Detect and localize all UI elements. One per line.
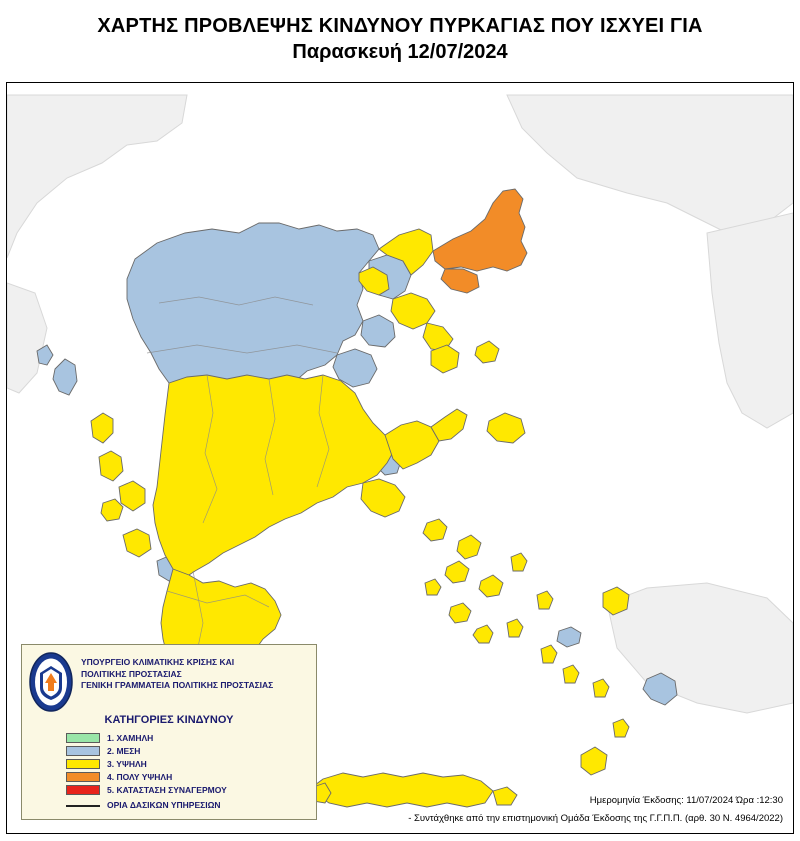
legend-items	[22, 731, 316, 812]
legend-label-medium: 2. ΜΕΣΗ	[107, 745, 141, 756]
legend-swatch-very-high	[66, 772, 100, 782]
legend-label-boundaries: ΟΡΙΑ ΔΑΣΙΚΩΝ ΥΠΗΡΕΣΙΩΝ	[107, 800, 221, 810]
legend-title: ΚΑΤΗΓΟΡΙΕΣ ΚΙΝΔΥΝΟΥ	[104, 714, 234, 726]
title-line-1: ΧΑΡΤΗΣ ΠΡΟΒΛΕΨΗΣ ΚΙΝΔΥΝΟΥ ΠΥΡΚΑΓΙΑΣ ΠΟΥ ΙΣΧΥΕΙ ΓΙΑ	[97, 15, 703, 37]
legend-item-alarm	[66, 783, 316, 796]
agency-line-2: ΠΟΛΙΤΙΚΗΣ ΠΡΟΣΤΑΣΙΑΣ	[81, 668, 182, 679]
map-frame	[6, 82, 794, 834]
page-title	[0, 0, 800, 65]
legend-label-low: 1. ΧΑΜΗΛΗ	[107, 732, 154, 743]
scientific-team-note: - Συντάχθηκε από την επιστημονική Ομάδα Έκδοσης της Γ.Γ.Π.Π. (αρθ. 30 Ν. 4964/2022)	[408, 813, 783, 824]
agency-line-3: ΓΕΝΙΚΗ ΓΡΑΜΜΑΤΕΙΑ ΠΟΛΙΤΙΚΗΣ ΠΡΟΣΤΑΣΙΑΣ	[81, 680, 274, 690]
legend-box	[21, 644, 317, 820]
legend-label-high: 3. ΥΨΗΛΗ	[107, 758, 147, 769]
legend-swatch-alarm	[66, 785, 100, 795]
legend-item-high	[66, 757, 316, 770]
legend-item-low	[66, 731, 316, 744]
legend-item-medium	[66, 744, 316, 757]
legend-swatch-low	[66, 733, 100, 743]
civil-protection-emblem-icon	[28, 652, 74, 712]
legend-label-alarm: 5. ΚΑΤΑΣΤΑΣΗ ΣΥΝΑΓΕΡΜΟΥ	[107, 784, 227, 795]
legend-header	[22, 645, 316, 712]
agency-line-1: ΥΠΟΥΡΓΕΙΟ ΚΛΙΜΑΤΙΚΗΣ ΚΡΙΣΗΣ ΚΑΙ	[81, 657, 235, 667]
agency-name	[81, 657, 273, 692]
legend-label-very-high: 4. ΠΟΛΥ ΥΨΗΛΗ	[107, 771, 173, 782]
legend-swatch-boundary-line	[66, 800, 100, 810]
title-line-2: Παρασκευή 12/07/2024	[292, 41, 508, 63]
legend-item-boundaries	[66, 798, 316, 812]
legend-swatch-medium	[66, 746, 100, 756]
issue-date-note: Ημερομηνία Έκδοσης: 11/07/2024 Ώρα :12:30	[589, 795, 783, 806]
legend-swatch-high	[66, 759, 100, 769]
legend-item-very-high	[66, 770, 316, 783]
